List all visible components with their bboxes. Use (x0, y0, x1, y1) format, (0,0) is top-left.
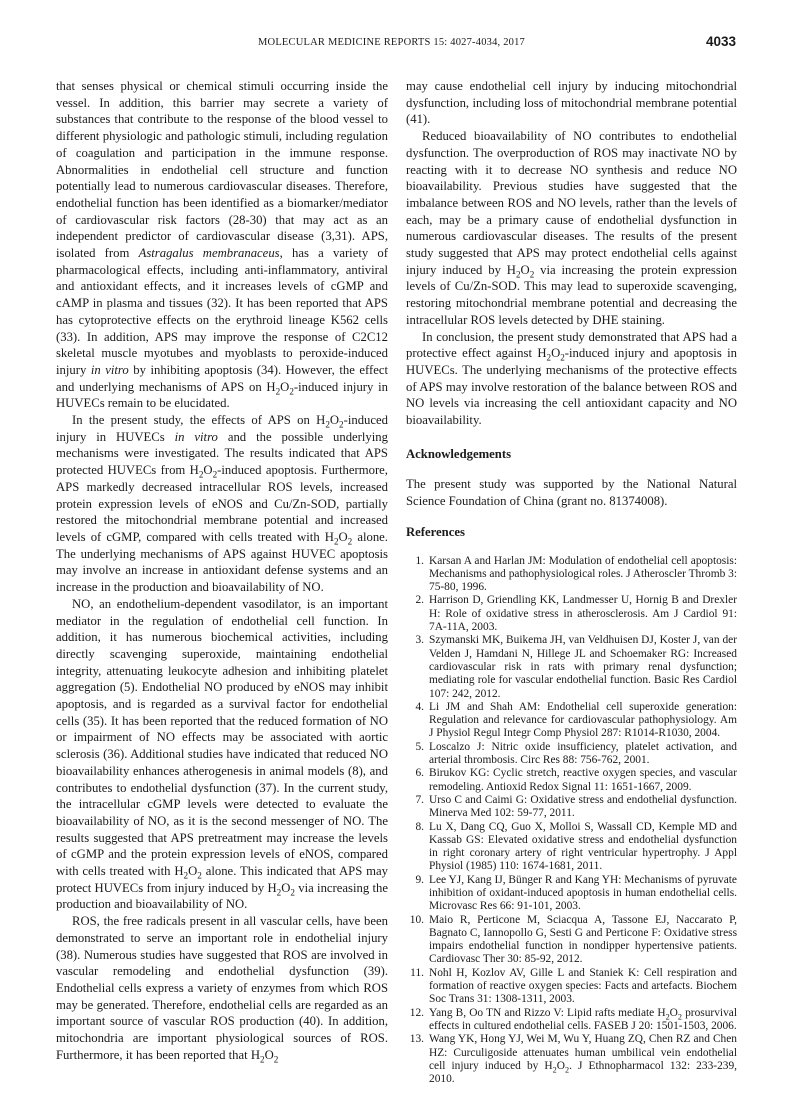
paragraph: NO, an endothelium-dependent vasodilator, is an important mediator in the regulation of endothelial cell function. In addition, it has numerous biochemical activities, including directly scavenging superoxide, maintaining endothelial integrity, attenuating leukocyte adhesion and inhibiting platelet aggregation (5). Endothelial NO produced by eNOS may inhibit apoptosis, and is regarded as a survival factor for endothelial cells (35). It has been reported that the reduced formation of NO or impairment of NO effects may be associated with aortic sclerosis (36). Additional studies have indicated that reduced NO bioavailability enhances atherogenesis in animal models (8), and contributes to endothelial dysfunction (37). In the current study, the intracellular cGMP levels were detected to evaluate the bioavailability of NO, as it is the second messenger of NO. The results suggested that APS pretreatment may increase the levels of cGMP and the protein expression levels of eNOS, compared with cells treated with $H_2O_2$ alone. This indicated that APS may protect HUVECs from injury induced by $H_2O_2$ via increasing the production and bioavailability of NO. (56, 596, 389, 912)
reference-text: Li JM and Shah AM: Endothelial cell superoxide generation: Regulation and relevance for cardiovascular pathophysiology. Am J Physiol Regul Integr Comp Physiol 287: R1014-R1030, 2004. (429, 700, 737, 740)
reference-text: Nohl H, Kozlov AV, Gille L and Staniek K: Cell respiration and formation of reactive oxygen species: Facts and artefacts. Biochem Soc Trans 31: 1308-1311, 2003. (429, 966, 737, 1006)
reference-number: 6. (415, 767, 424, 780)
reference-item (406, 634, 737, 700)
paragraph: Reduced bioavailability of NO contributes to endothelial dysfunction. The overproduction of ROS may inactivate NO by reacting with it to decrease NO synthesis and reduce NO bioavailability. Previous studies have suggested that the imbalance between ROS and NO levels, rather than the levels of each, may be a primary cause of endothelial dysfunction in numerous cardiovascular diseases. The results of the present study suggested that APS may protect endothelial cells against injury induced by $H_2O_2$ via increasing the protein expression levels of Cu/Zn-SOD. This may lead to superoxide scavenging, restoring mitochondrial membrane potential and decreasing the intracellular ROS levels detected by DHE staining. (406, 129, 737, 327)
reference-number: 9. (415, 873, 424, 886)
reference-item (406, 794, 737, 821)
reference-number: 3. (415, 634, 424, 647)
reference-text: Karsan A and Harlan JM: Modulation of endothelial cell apoptosis: Mechanisms and pathophysiological roles. J Atheroscler Thromb 3: 75-80, 1996. (429, 554, 737, 594)
reference-number: 2. (415, 594, 424, 607)
reference-item (406, 1007, 737, 1034)
reference-item (406, 767, 737, 794)
reference-number: 1. (415, 554, 424, 567)
reference-number: 7. (415, 793, 424, 806)
running-header (0, 36, 794, 52)
reference-item (406, 967, 737, 1007)
reference-item (406, 701, 737, 741)
reference-text: Lu X, Dang CQ, Guo X, Molloi S, Wassall CD, Kemple MD and Kassab GS: Elevated oxidative stress and endothelial dysfunction in right coronary artery of right ventricular hypertrophy. J Appl Physiol (1985) 110: 1674-1681, 2011. (429, 820, 737, 873)
reference-number: 11. (410, 966, 424, 979)
reference-number: 13. (409, 1033, 424, 1046)
reference-text: Maio R, Perticone M, Sciacqua A, Tassone EJ, Naccarato P, Bagnato C, Iannopollo G, Sesti G and Perticone F: Oxidative stress impairs endothelial function in nondipper hypertensive patients. Cardiovasc Ther 30: 85-92, 2012. (429, 913, 737, 966)
references-heading: References (406, 524, 465, 539)
reference-text: Urso C and Caimi G: Oxidative stress and endothelial dysfunction. Minerva Med 102: 59-77, 2011. (429, 793, 737, 820)
acknowledgements-text: The present study was supported by the National Natural Science Foundation of China (grant no. 81374008). (406, 477, 737, 509)
reference-number: 10. (409, 913, 424, 926)
reference-item (406, 914, 737, 967)
reference-number: 4. (415, 700, 424, 713)
acknowledgements-heading: Acknowledgements (406, 446, 512, 461)
paragraph: In conclusion, the present study demonstrated that APS had a protective effect against $H_2O_2$-induced injury and apoptosis in HUVECs. The underlying mechanisms of the protective effects of APS may involve restoration of the balance between ROS and NO levels via increasing the cell antioxidant capacity and NO bioavailability. (406, 329, 737, 428)
left-column (56, 78, 388, 1063)
paragraph: may cause endothelial cell injury by inducing mitochondrial dysfunction, including loss of mitochondrial membrane potential (41). (406, 79, 737, 127)
reference-text: Yang B, Oo TN and Rizzo V: Lipid rafts mediate $H_2O_2$ prosurvival effects in cultured endothelial cells. FASEB J 20: 1501-1503, 2006. (429, 1006, 737, 1032)
reference-text: Harrison D, Griendling KK, Landmesser U, Hornig B and Drexler H: Role of oxidative stress in atherosclerosis. Am J Cardiol 91: 7A-11A, 2003. (429, 594, 737, 634)
reference-text: Szymanski MK, Buikema JH, van Veldhuisen DJ, Koster J, van der Velden J, Hamdani N, Hillege JL and Schoemaker RG: Increased cardiovascular risk in rats with primary renal dysfunction; mediating role for vascular endothelial function. Basic Res Cardiol 107: 242, 2012. (429, 634, 737, 700)
reference-item (406, 1033, 737, 1086)
page-number: 4033 (705, 34, 736, 49)
reference-number: 12. (409, 1006, 424, 1019)
reference-text: Loscalzo J: Nitric oxide insufficiency, platelet activation, and arterial thrombosis. Circ Res 88: 756-762, 2001. (429, 740, 737, 767)
paragraph: that senses physical or chemical stimuli occurring inside the vessel. In addition, this barrier may secrete a variety of substances that contribute to the response of the blood vessel to different physiologic and pathologic stimuli, including regulation of coagulation and participation in the immune response. Abnormalities in endothelial cell structure and function potentially lead to numerous cardiovascular diseases. Therefore, endothelial function has been identified as a biomarker/mediator of cardiovascular risk factors (28-30) that may act as an independent predictor of cardiovascular disease (3,31). APS, isolated from Astragalus membranaceus, has a variety of pharmacological effects, including anti-inflammatory, antiviral and antioxidant effects, and it increases levels of cGMP and cAMP in plasma and tissues (32). It has been reported that APS has cytoprotective effects on the erythroid lineage K562 cells (33). In addition, APS may improve the response of C2C12 skeletal muscle myotubes and myoblasts to peroxide-induced injury in vitro by inhibiting apoptosis (34). However, the effect and underlying mechanisms of APS on $H_2O_2$-induced injury in HUVECs remain to be elucidated. (56, 79, 388, 411)
reference-number: 8. (415, 820, 424, 833)
reference-item (406, 821, 737, 874)
paragraph: ROS, the free radicals present in all vascular cells, have been demonstrated to serve an important role in endothelial injury (38). Numerous studies have suggested that ROS are involved in vascular remodeling and endothelial dysfunction (39). Endothelial cells express a variety of enzymes from which ROS may be generated. Therefore, endothelial cells are regarded as an important source of vascular ROS production (40). In addition, mitochondria are important physiological sources of ROS. Furthermore, it has been reported that $H_2O_2$ (56, 914, 388, 1065)
reference-item (406, 594, 737, 634)
reference-item (406, 555, 737, 595)
reference-text: Wang YK, Hong YJ, Wei M, Wu Y, Huang ZQ, Chen RZ and Chen HZ: Curculigoside attenuates human umbilical vein endothelial cell injury induced by $H_2O_2$. J Ethnopharmacol 132: 233-239, 2010. (429, 1033, 737, 1086)
right-column (406, 78, 737, 1086)
paragraph: In the present study, the effects of APS on $H_2O_2$-induced injury in HUVECs in vitro and the possible underlying mechanisms were investigated. The results indicated that APS protected HUVECs from $H_2O_2$-induced apoptosis. Furthermore, APS markedly decreased intracellular ROS levels, increased protein expression levels of eNOS and Cu/Zn-SOD, partially restored the mitochondrial membrane potential and increased levels of cGMP, compared with cells treated with $H_2O_2$ alone. The underlying mechanisms of APS against HUVEC apoptosis may involve an increase in antioxidant defense systems and an increase in the production and bioavailability of NO. (56, 413, 388, 595)
reference-item (406, 874, 737, 914)
reference-text: Birukov KG: Cyclic stretch, reactive oxygen species, and vascular remodeling. Antioxid Redox Signal 11: 1651-1667, 2009. (429, 767, 737, 793)
reference-number: 5. (415, 740, 424, 753)
journal-citation: MOLECULAR MEDICINE REPORTS 15: 4027-4034, 2017 (258, 37, 525, 48)
reference-text: Lee YJ, Kang IJ, Bünger R and Kang YH: Mechanisms of pyruvate inhibition of oxidant-induced apoptosis in human endothelial cells. Microvasc Res 66: 91-101, 2003. (429, 873, 737, 913)
reference-list (406, 555, 737, 1087)
reference-item (406, 741, 737, 768)
